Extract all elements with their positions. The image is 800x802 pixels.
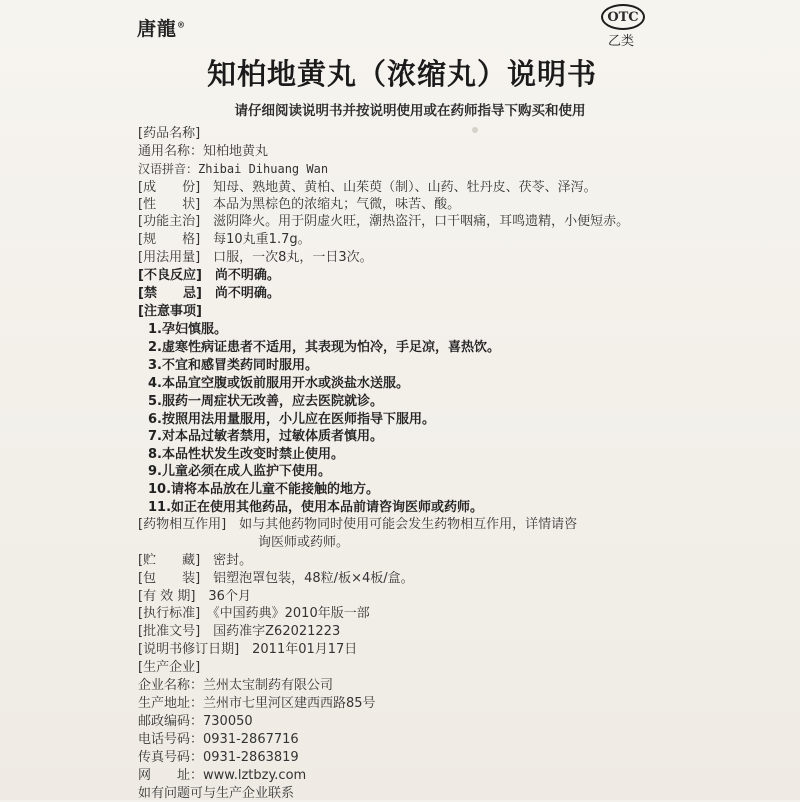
manufacturer-header: [生产企业] [138,660,201,675]
brand-logo: 唐龍® [137,18,187,40]
section-drug-name-header: [药品名称] [138,126,201,141]
pinyin-name: 汉语拼音：Zhibai Dihuang Wan [138,162,329,176]
precaution-item: 2.虚寒性病证患者不适用，其表现为怕冷，手足凉，喜热饮。 [148,340,500,355]
drug-interactions-cont: 询医师或药师。 [258,535,350,550]
shelf-life: [有 效 期] 36个月 [138,589,251,604]
specification: [规 格] 每10丸重1.7g。 [138,232,311,247]
approval-number: [批准文号] 国药准字Z62021223 [138,624,341,639]
document-subtitle: 请仔细阅读说明书并按说明使用或在药师指导下购买和使用 [234,103,586,119]
storage: [贮 藏] 密封。 [138,553,253,568]
adverse-reactions: [不良反应] 尚不明确。 [138,268,280,283]
standard: [执行标准] 《中国药典》2010年版一部 [138,606,370,621]
postal-code: 邮政编码：730050 [138,714,253,729]
precaution-item: 7.对本品过敏者禁用，过敏体质者慎用。 [148,429,383,444]
company-name: 企业名称：兰州太宝制药有限公司 [138,678,334,693]
phone-number: 电话号码：0931-2867716 [138,732,299,747]
precaution-item: 3.不宜和感冒类药同时服用。 [148,358,318,373]
ingredients: [成 份] 知母、熟地黄、黄柏、山茱萸（制）、山药、牡丹皮、茯苓、泽泻。 [138,180,597,195]
contraindications: [禁 忌] 尚不明确。 [138,286,280,301]
packaging: [包 装] 铝塑泡罩包装，48粒/板×4板/盒。 [138,571,414,586]
otc-category: 乙类 [608,34,635,49]
precaution-item: 6.按照用法用量服用，小儿应在医师指导下服用。 [148,412,435,427]
dosage: [用法用量] 口服，一次8丸，一日3次。 [138,250,373,265]
contact-note: 如有问题可与生产企业联系 [138,786,295,801]
company-address: 生产地址：兰州市七里河区建西西路85号 [138,696,376,711]
document-title: 知柏地黄丸（浓缩丸）说明书 [206,57,597,91]
precaution-item: 11.如正在使用其他药品，使用本品前请咨询医师或药师。 [148,500,484,515]
paper-spot [472,127,478,133]
precaution-item: 4.本品宜空腹或饭前服用开水或淡盐水送服。 [148,376,409,391]
precautions-header: [注意事项] [138,304,202,319]
precaution-item: 10.请将本品放在儿童不能接触的地方。 [148,482,380,497]
website: 网 址：www.lztbzy.com [138,768,307,783]
revision-date: [说明书修订日期] 2011年01月17日 [138,642,358,657]
indications: [功能主治] 滋阴降火。用于阴虚火旺，潮热盗汗，口干咽痛，耳鸣遗精，小便短赤。 [138,214,630,229]
precaution-item: 9.儿童必须在成人监护下使用。 [148,464,331,479]
fax-number: 传真号码：0931-2863819 [138,750,299,765]
precaution-item: 8.本品性状发生改变时禁止使用。 [148,447,344,462]
precaution-item: 1.孕妇慎服。 [148,322,227,337]
otc-badge: OTC [601,4,645,30]
drug-interactions: [药物相互作用] 如与其他药物同时使用可能会发生药物相互作用，详情请咨 [138,517,578,532]
appearance: [性 状] 本品为黑棕色的浓缩丸；气微，味苦、酸。 [138,197,461,212]
generic-name: 通用名称：知柏地黄丸 [138,144,269,159]
precaution-item: 5.服药一周症状无改善，应去医院就诊。 [148,394,383,409]
